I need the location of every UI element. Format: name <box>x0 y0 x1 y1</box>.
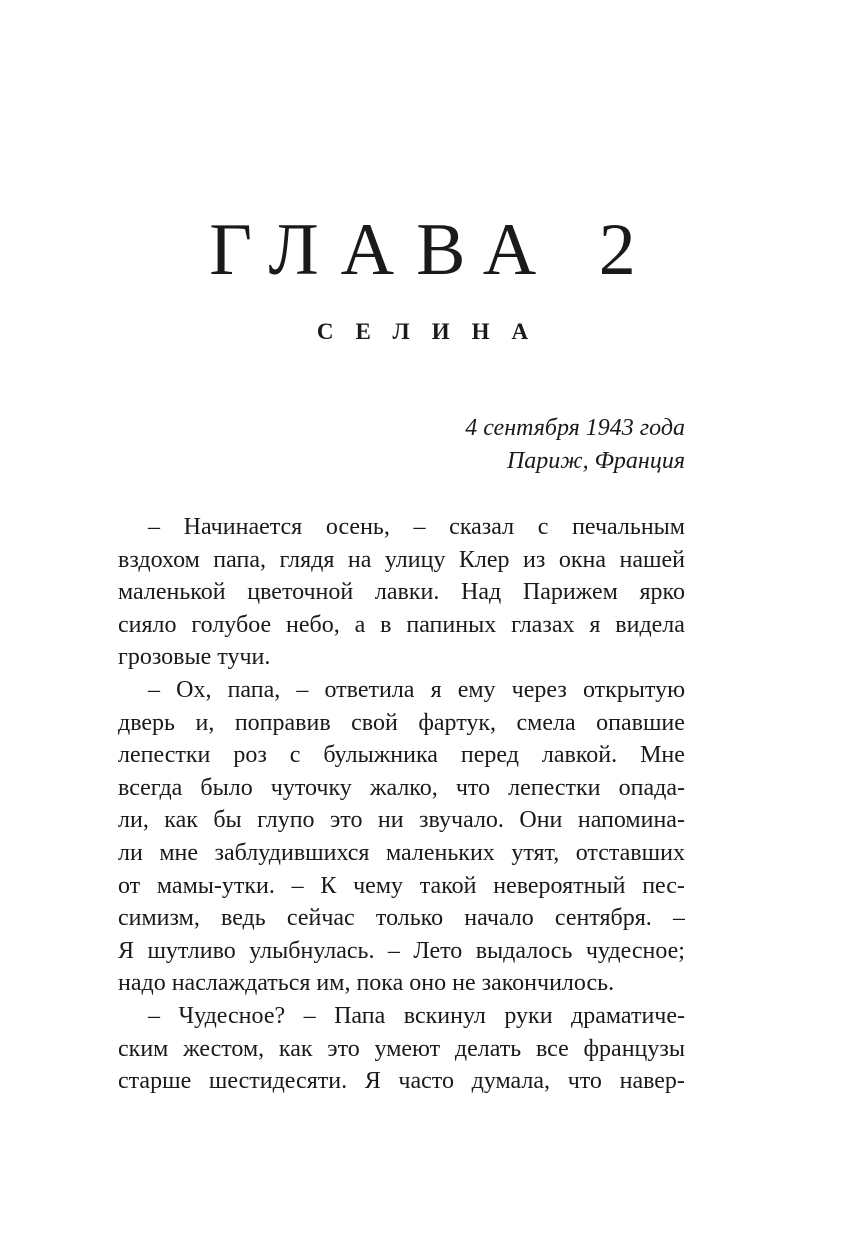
text-line: старше шестидесяти. Я часто думала, что навер- <box>118 1068 685 1095</box>
chapter-title: ГЛАВА 2 <box>209 209 658 291</box>
text-line: сияло голубое небо, а в папиных глазах я видела <box>118 611 685 638</box>
text-line: вздохом папа, глядя на улицу Клер из окна нашей <box>118 546 685 573</box>
text-line: надо наслаждаться им, пока оно не закончилось. <box>118 970 615 997</box>
text-line: ли, как бы глупо это ни звучало. Они напомина- <box>118 807 685 834</box>
text-line: всегда было чуточку жалко, что лепестки опада- <box>118 774 685 801</box>
text-line: дверь и, поправив свой фартук, смела опавшие <box>118 709 685 736</box>
text-line: ли мне заблудившихся маленьких утят, отставших <box>118 839 685 866</box>
chapter-subtitle: СЕЛИНА <box>316 319 551 344</box>
dateline <box>465 412 685 478</box>
text-line: лепестки роз с булыжника перед лавкой. Мне <box>118 742 685 769</box>
text-line: – Ох, папа, – ответила я ему через открытую <box>148 676 685 703</box>
dateline-date: 4 сентября 1943 года <box>465 415 685 441</box>
dateline-place: Париж, Франция <box>506 448 685 474</box>
text-line: от мамы-утки. – К чему такой невероятный пес- <box>118 872 685 899</box>
body-text <box>118 511 685 1098</box>
text-line: – Начинается осень, – сказал с печальным <box>148 514 685 540</box>
text-line: ским жестом, как это умеют делать все французы <box>118 1035 685 1062</box>
text-line: грозовые тучи. <box>118 644 271 671</box>
text-line: маленькой цветочной лавки. Над Парижем ярко <box>118 579 685 606</box>
text-line: – Чудесное? – Папа вскинул руки драматиче- <box>148 1002 685 1029</box>
text-line: Я шутливо улыбнулась. – Лето выдалось чудесное; <box>118 937 685 964</box>
text-line: симизм, ведь сейчас только начало сентября. – <box>118 905 685 932</box>
